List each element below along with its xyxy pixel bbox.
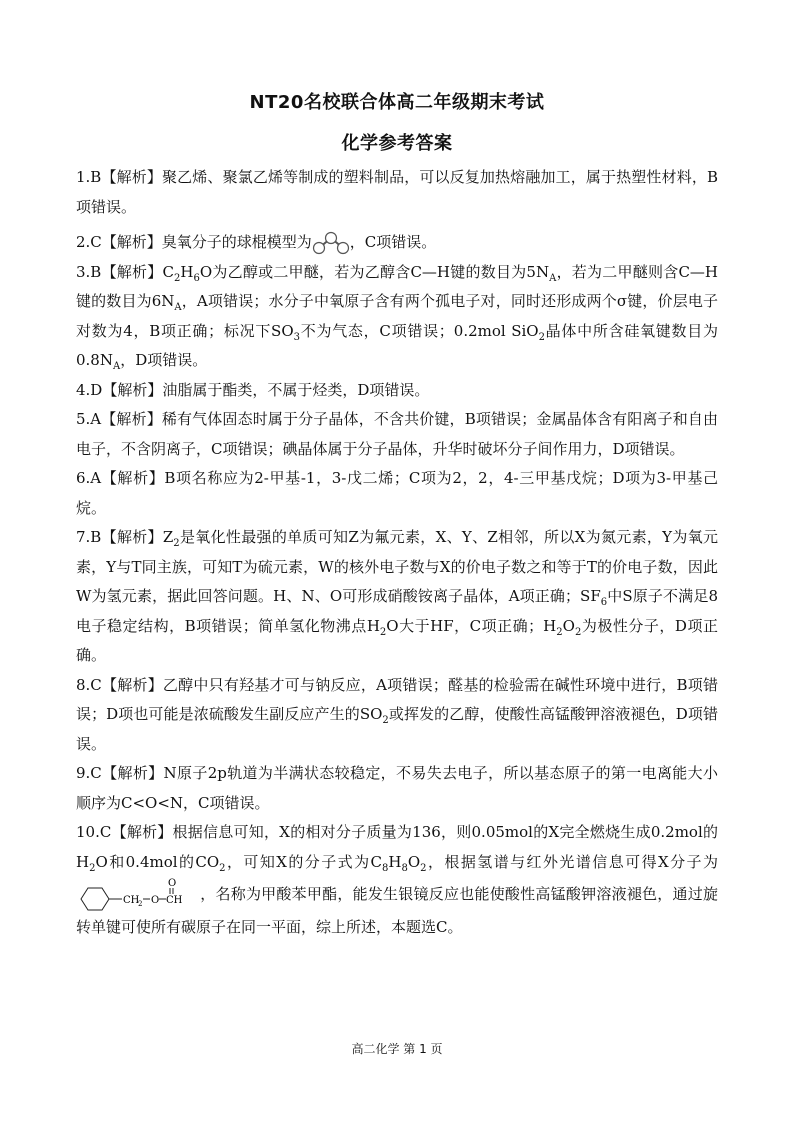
answer-10: 10.C【解析】根据信息可知，X的相对分子质量为136，则0.05mol的X完全燃烧生成0.2mol的$H_2O$和0.4mol的$CO_2$，可知X的分子式为$C_8H_8O_2$，根据氢谱与红外光谱信息可得X分子为 CH 2 O O CH ，名称为甲酸苯甲酯，能发生银镜反应也能使酸性高锰酸钾溶液褪色，通过旋转单键可使所有碳原子在同一平面，综上所述，本题选C。 (76, 823, 718, 936)
answer-8: 8.C【解析】乙醇中只有羟基才可与钠反应，A项错误；醛基的检验需在碱性环境中进行，B项错误；D项也可能是浓硫酸发生副反应产生的$SO_2$或挥发的乙醇，使酸性高锰酸钾溶液褪色，D项错误。 (76, 675, 719, 753)
ch2-label: CH (123, 895, 140, 906)
ch2-subscript: 2 (138, 900, 143, 908)
benzyl-formate-structure (76, 877, 200, 913)
ozone-ball-stick-model (312, 231, 350, 255)
answer-2: 2.C【解析】臭氧分子的球棍模型为 ，C项错误。 (76, 228, 718, 258)
answer-3: 3.B【解析】$C_2H_6O$为乙醇或二甲醚，若为乙醇含C—H键的数目为$5N_A$，若为二甲醚则含C—H键的数目为$6N_A$，A项错误；水分子中氧原子含有两个孤电子对，同时还形成两个σ键，价层电子对数为4，B项正确；标况下$SO_3$不为气态，C项错误；0.2mol SiO$_2$晶体中所含硅氧键数目为$0.8N_A$，D项错误。 (76, 262, 719, 372)
answer-1: 1.B【解析】聚乙烯、聚氯乙烯等制成的塑料制品，可以反复加热熔融加工，属于热塑性材料，B项错误。 (76, 168, 718, 216)
ester-oxygen-label: O (151, 895, 160, 906)
answer-5: 5.A【解析】稀有气体固态时属于分子晶体，不含共价键，B项错误；金属晶体含有阳离子和自由电子，不含阴离子，C项错误；碘晶体属于分子晶体，升华时破坏分子间作用力，D项错误。 (76, 410, 718, 458)
answer-subtitle: 化学参考答案 (341, 133, 453, 154)
formyl-ch-label: CH (166, 895, 183, 906)
page-footer: 高二化学 第 1 页 (351, 1042, 443, 1056)
carbonyl-oxygen-label: O (168, 878, 177, 889)
answer-6: 6.A【解析】B项名称应为2-甲基-1，3-戊二烯；C项为2，2，4-三甲基戊烷；D项为3-甲基己烷。 (76, 469, 718, 517)
benzene-ring-icon (81, 888, 109, 910)
exam-title: NT20名校联合体高二年级期末考试 (249, 92, 545, 113)
answer-list (76, 163, 718, 943)
answer-9: 9.C【解析】N原子2p轨道为半满状态较稳定，不易失去电子，所以基态原子的第一电离能大小顺序为C<O<N，C项错误。 (76, 764, 718, 812)
answer-4: 4.D【解析】油脂属于酯类，不属于烃类，D项错误。 (76, 380, 430, 399)
answer-7: 7.B【解析】$Z_2$是氧化性最强的单质可知Z为氟元素，X、Y、Z相邻，所以X为氮元素，Y为氧元素，Y与T同主族，可知T为硫元素，W的核外电子数与X的价电子数之和等于T的价电子数，因此W为氢元素，据此回答问题。H、N、O可形成硝酸铵离子晶体，A项正确；$SF_6$中S原子不满足8电子稳定结构，B项错误；简单氢化物沸点$H_2O$大于HF，C项正确；$H_2O_2$为极性分子，D项正确。 (76, 528, 718, 664)
